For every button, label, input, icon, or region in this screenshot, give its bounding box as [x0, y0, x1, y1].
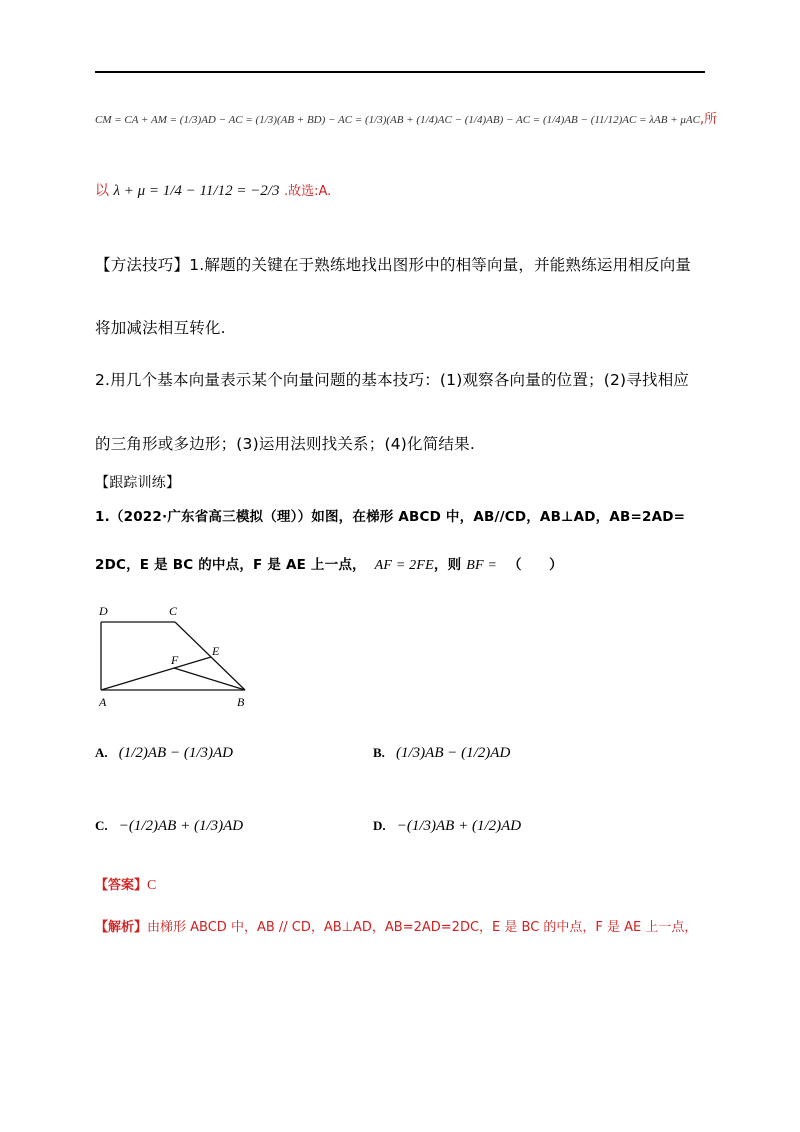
formula-line-2 [95, 180, 331, 200]
analysis-line [95, 916, 697, 935]
question-line-2-then: ，则 [433, 557, 462, 573]
label-A: A [99, 695, 107, 709]
method-para-1-line-1: 【方法技巧】1.解题的关键在于熟练地找出图形中的相等向量，并能熟练运用相反向量 [95, 256, 692, 274]
option-D[interactable] [373, 815, 521, 835]
option-A[interactable] [95, 742, 233, 762]
option-A-expr: (1/2)AB − (1/3)AD [118, 745, 233, 761]
option-C-expr: −(1/2)AB + (1/3)AD [118, 818, 244, 834]
formula-line-1 [95, 108, 717, 127]
method-para-2-line-1: 2.用几个基本向量表示某个向量问题的基本技巧：(1)观察各向量的位置；(2)寻找相应 [95, 371, 690, 389]
answer-line [95, 874, 156, 894]
question-line-1: 1.（2022·广东省高三模拟（理））如图，在梯形 ABCD 中，AB//CD，AB⊥AD，AB=2AD= [95, 509, 686, 525]
option-B-label: B. [373, 745, 385, 760]
label-F: F [171, 653, 179, 667]
analysis-tag: 【解析】 [95, 920, 148, 935]
option-B[interactable] [373, 742, 510, 762]
option-D-expr: −(1/3)AB + (1/2)AD [396, 818, 522, 834]
label-D: D [99, 604, 108, 618]
method-para-2-line-2: 的三角形或多边形；(3)运用法则找关系；(4)化简结果. [95, 435, 475, 453]
question-target-expr: BF = [466, 558, 498, 573]
option-C[interactable] [95, 815, 243, 835]
formula-line-2-tail: .故选:A. [283, 184, 332, 199]
segment-AE [101, 657, 211, 690]
top-rule [95, 71, 705, 73]
question-blank: （ ） [507, 557, 563, 573]
option-D-label: D. [373, 818, 386, 833]
option-B-expr: (1/3)AB − (1/2)AD [396, 745, 511, 761]
answer-value: C [147, 878, 157, 893]
formula-line-2-prefix: 以 [95, 183, 109, 199]
option-A-label: A. [95, 745, 108, 760]
question-line-2 [95, 553, 563, 574]
question-condition-expr: AF = 2FE [374, 558, 434, 573]
trapezoid-figure [95, 600, 265, 710]
training-header: 【跟踪训练】 [95, 475, 181, 491]
option-C-label: C. [95, 818, 108, 833]
formula-line-1-expr: CM = CA + AM = (1/3)AD − AC = (1/3)(AB + BD) − AC = (1/3)(AB + (1/4)AC − (1/4)AB) − AC = (1/4)AB − (11/12)AC = λAB + μAC [95, 114, 700, 126]
label-B: B [237, 695, 245, 709]
analysis-text: 由梯形 ABCD 中，AB // CD，AB⊥AD，AB=2AD=2DC，E 是 BC 的中点，F 是 AE 上一点， [147, 920, 698, 935]
method-para-1-line-2: 将加减法相互转化. [95, 319, 226, 337]
label-E: E [212, 644, 220, 658]
label-C: C [169, 604, 178, 618]
formula-line-2-expr: λ + μ = 1/4 − 11/12 = −2/3 [113, 183, 280, 199]
answer-tag: 【答案】 [95, 878, 148, 893]
formula-line-1-tail: ,所 [699, 112, 718, 127]
question-line-2-text: 2DC，E 是 BC 的中点，F 是 AE 上一点， [95, 557, 366, 573]
